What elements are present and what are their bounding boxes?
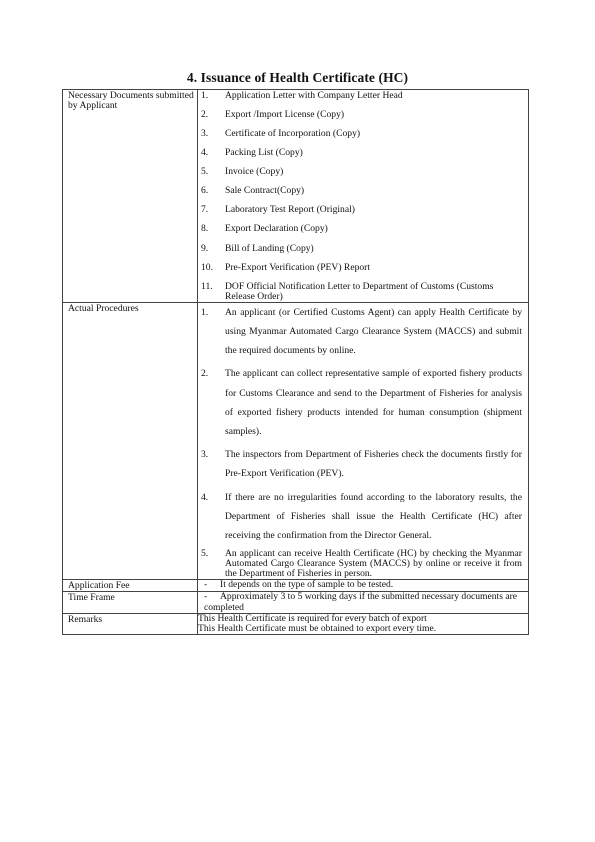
list-item: 1. An applicant (or Certified Customs Agent) can apply Health Certificate by using Myanmar Automated Cargo Clearance System (MACCS) and submit the required documents by online. [201,306,522,357]
list-item: 8. Export Declaration (Copy) [201,223,328,235]
page-title: 4. Issuance of Health Certificate (HC) [186,70,409,85]
time-label: Time Frame [63,592,198,613]
list-item: 3. Certificate of Incorporation (Copy) [201,128,361,140]
list-item: 5. An applicant can receive Health Certificate (HC) by checking the Myanmar Automated Cargo Clearance System (MACCS) by online or receive it from the Department of Fisheries in person. [201,548,522,580]
list-item: 7. Laboratory Test Report (Original) [201,204,355,216]
documents-cell [198,90,529,303]
time-cell [198,592,529,613]
procedures-label: Actual Procedures [63,302,198,580]
time-text: Approximately 3 to 5 working days if the submitted necessary documents are completed [204,591,518,613]
list-item: 2. The applicant can collect representative sample of exported fishery products for Customs Clearance and send to the Department of Fisheries for analysis of exported fishery products intended for human consumption (shipment samples). [201,368,522,437]
remarks-label: Remarks [63,613,198,634]
fee-row [63,580,529,592]
fee-label: Application Fee [63,580,198,592]
procedures-cell [198,302,529,580]
list-item: 3. The inspectors from Department of Fisheries check the documents firstly for Pre-Export Verification (PEV). [201,449,522,480]
remarks-cell [198,613,529,634]
fee-text: It depends on the type of sample to be tested. [220,579,394,591]
remarks-row [63,613,529,634]
list-item: 4. If there are no irregularities found according to the laboratory results, the Department of Fisheries shall issue the Health Certificate (HC) after receiving the confirmation from the Director General. [201,491,522,541]
procedures-list [198,303,522,580]
list-item: 5. Invoice (Copy) [201,166,284,178]
remarks-line: This Health Certificate must be obtained to export every time. [198,622,437,634]
documents-row [63,90,529,303]
documents-list [198,91,522,302]
time-dash: - [204,591,208,603]
list-item: 2. Export /Import License (Copy) [201,109,345,121]
list-item: 11. DOF Official Notification Letter to Department of Customs (Customs Release Order) [201,280,494,302]
procedure-table [62,89,529,635]
procedures-row [63,302,529,580]
list-item: 10. Pre-Export Verification (PEV) Report [201,261,371,273]
list-item: 4. Packing List (Copy) [201,147,303,159]
documents-label: Necessary Documents submitted by Applicant [63,90,198,303]
list-item: 6. Sale Contract(Copy) [201,185,305,197]
fee-cell [198,580,529,592]
list-item: 1. Application Letter with Company Letter Head [201,90,403,101]
list-item: 9. Bill of Landing (Copy) [201,242,314,254]
remarks-line: This Health Certificate is required for every batch of export [198,612,427,624]
time-row [63,592,529,613]
fee-dash: - [204,579,208,591]
